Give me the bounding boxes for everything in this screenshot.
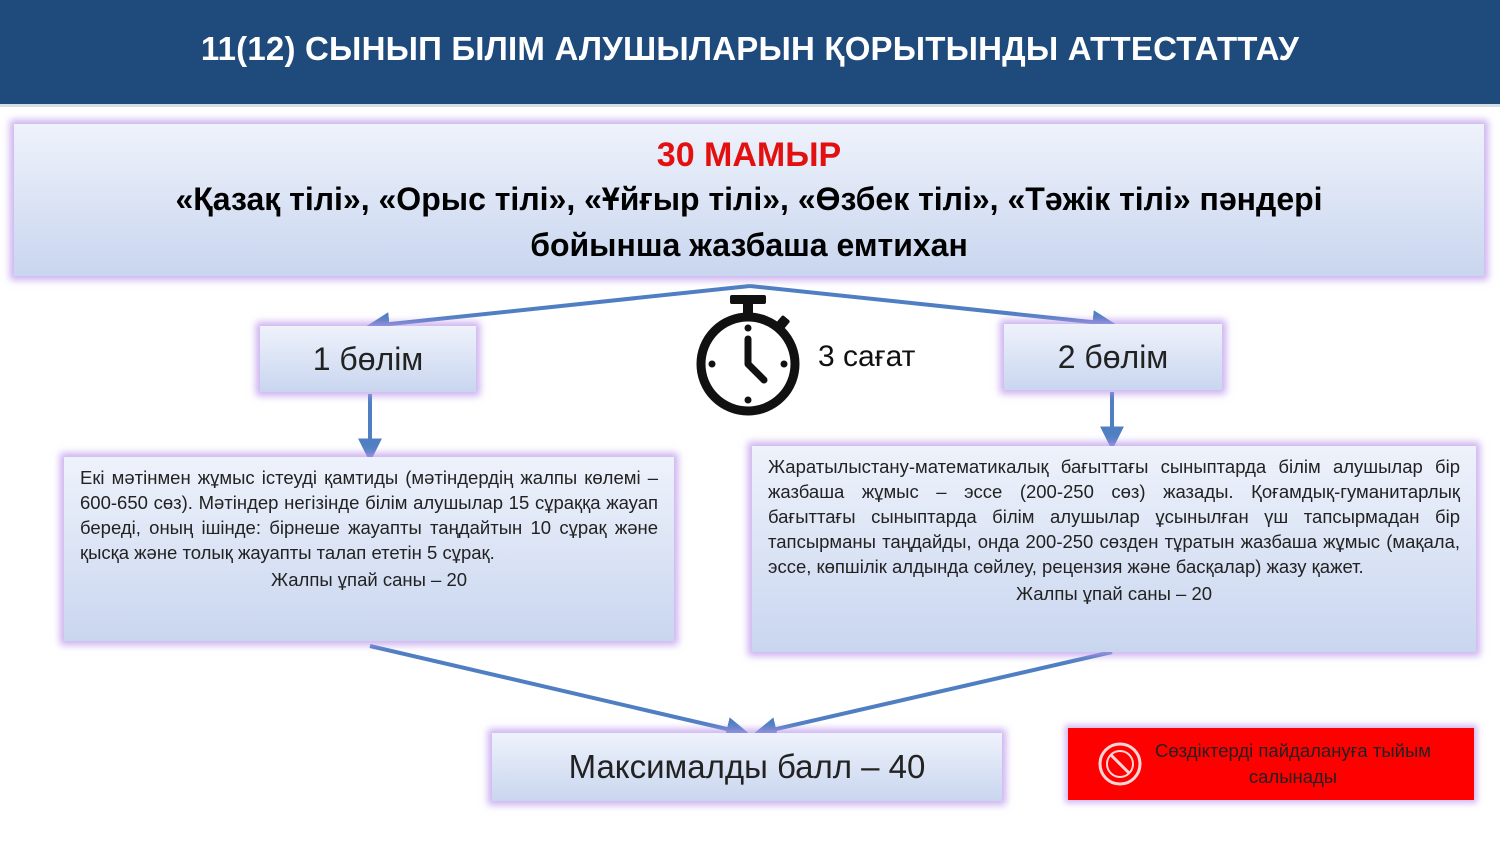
arrow-title-to-part2 — [750, 286, 1110, 324]
exam-date: 30 МАМЫР — [656, 136, 842, 174]
stopwatch-icon — [692, 292, 804, 422]
part2-label: 2 бөлім — [1057, 338, 1169, 375]
duration-label: 3 сағат — [818, 340, 916, 373]
max-score-label: Максималды балл – 40 — [568, 748, 926, 785]
warning-text: Сөздіктерді пайдалануға тыйым салынады — [1155, 740, 1431, 787]
part1-description: Екі мәтінмен жұмыс істеуді қамтиды (мәтіндердің жалпы көлемі – 600-650 сөз). Мәтіндер негізінде білім алушылар 15 сұраққа жауап береді, оның ішінде: бірнеше жауапты таңдайтын 10 сұрақ және қысқа және толық жауапты талап ететін 5 сұрақ. — [80, 467, 658, 563]
part1-label-box — [260, 326, 476, 392]
dictionary-warning — [1068, 728, 1474, 800]
part2-label-box — [1004, 324, 1222, 390]
arrow-desc2-to-max — [759, 652, 1112, 733]
arrow-desc1-to-max — [370, 646, 744, 733]
part1-description-box — [64, 457, 674, 641]
part1-score: Жалпы ұпай саны – 20 — [270, 569, 468, 590]
exam-title-box — [14, 124, 1484, 276]
exam-subjects-line1: «Қазақ тілі», «Орыс тілі», «Ұйғыр тілі», «Өзбек тілі», «Тәжік тілі» пәндері — [175, 181, 1323, 217]
page-title: 11(12) СЫНЫП БІЛІМ АЛУШЫЛАРЫН ҚОРЫТЫНДЫ АТТЕСТАТТАУ — [200, 30, 1300, 67]
max-score-box — [492, 733, 1002, 801]
part2-description: Жаратылыстану-математикалық бағыттағы сыныптарда білім алушылар бір жазбаша жұмыс – эссе (200-250 сөз) жазады. Қоғамдық-гуманитарлық бағыттағы сыныптарда білім алушылар ұсынылған үш тапсырмадан бір тапсырманы таңдайды, онда 200-250 сөзден тұратын жазбаша жұмыс (мақала, эссе, көпшілік алдында сөйлеу, рецензия және басқалар) жазу қажет. — [768, 456, 1460, 577]
part2-description-box — [752, 446, 1476, 652]
exam-subjects-line2: бойынша жазбаша емтихан — [530, 227, 968, 263]
part2-score: Жалпы ұпай саны – 20 — [1015, 583, 1213, 604]
part1-label: 1 бөлім — [312, 340, 424, 377]
